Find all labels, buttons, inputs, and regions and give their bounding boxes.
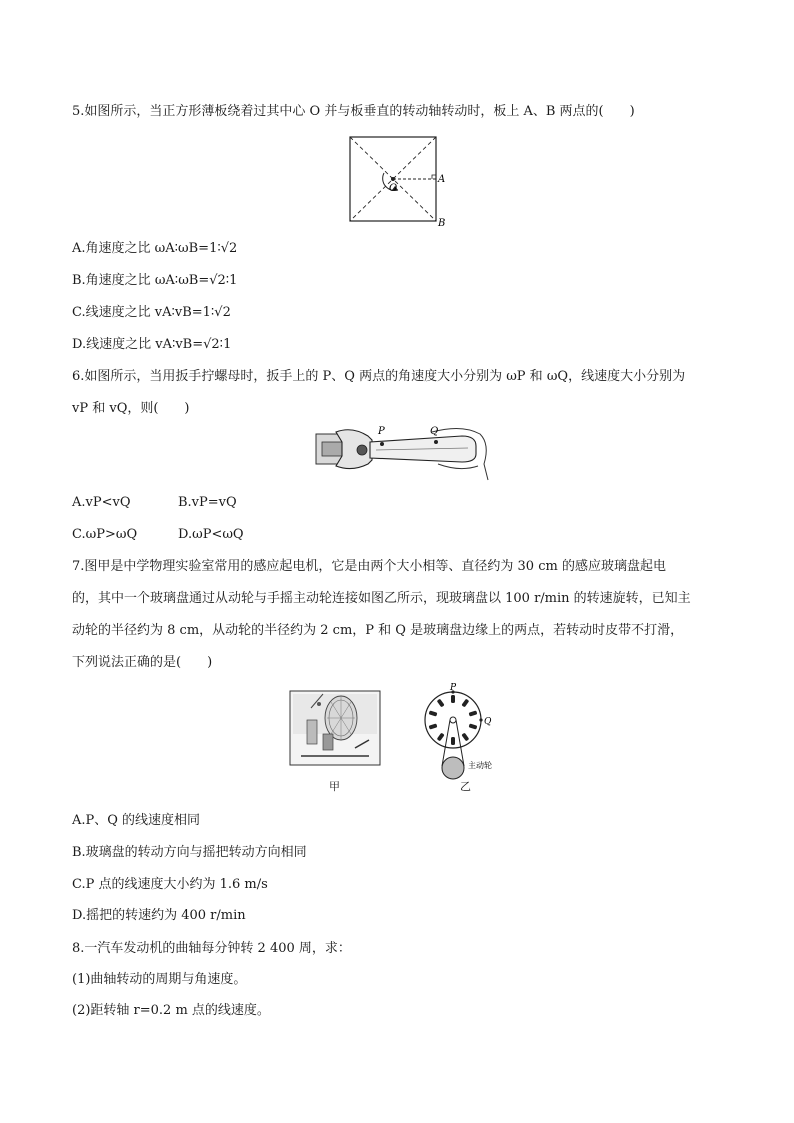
label-p: P	[378, 426, 385, 437]
q6-option-d: D.ωP<ωQ	[178, 527, 244, 542]
q7-stem-line1: 7.图甲是中学物理实验室常用的感应起电机，它是由两个大小相等、直径约为 30 cm 的感应玻璃盘起电	[72, 559, 666, 574]
q5-option-b: B.角速度之比 ωA∶ωB=√2∶1	[72, 273, 238, 288]
q6-stem-line1: 6.如图所示，当用扳手拧螺母时，扳手上的 P、Q 两点的角速度大小分别为 ωP 和 ωQ，线速度大小分别为	[72, 369, 686, 384]
disc-belt-diagram	[420, 680, 510, 784]
q7-option-b: B.玻璃盘的转动方向与摇把转动方向相同	[72, 845, 307, 860]
q8-part-2: (2)距转轴 r=0.2 m 点的线速度。	[72, 1003, 270, 1018]
q7-option-c: C.P 点的线速度大小约为 1.6 m/s	[72, 877, 268, 892]
q5-option-d: D.线速度之比 vA∶vB=√2∶1	[72, 337, 232, 352]
q6-option-b: B.vP=vQ	[178, 495, 237, 510]
label-b: B	[438, 218, 446, 228]
label-a: A	[438, 174, 446, 185]
label-q: Q	[484, 717, 492, 727]
q8-part-1: (1)曲轴转动的周期与角速度。	[72, 972, 247, 987]
q5-option-c: C.线速度之比 vA∶vB=1∶√2	[72, 305, 231, 320]
label-o: O	[389, 183, 398, 194]
q6-option-a: A.vP<vQ	[72, 495, 131, 510]
q6-stem-line2: vP 和 vQ，则( )	[72, 401, 190, 416]
q7-stem-line2: 的，其中一个玻璃盘通过从动轮与手摇主动轮连接如图乙所示，现玻璃盘以 100 r/min 的转速旋转，已知主	[72, 591, 691, 606]
label-driver-wheel: 主动轮	[468, 761, 492, 770]
electrostatic-machine-photo	[289, 690, 381, 766]
wrench-figure	[312, 420, 492, 482]
square-plate-figure	[340, 133, 450, 228]
q7-option-d: D.摇把的转速约为 400 r/min	[72, 908, 246, 923]
label-q: Q	[430, 426, 439, 437]
label-p: P	[450, 683, 457, 693]
q7-option-a: A.P、Q 的线速度相同	[72, 813, 201, 828]
q6-option-c: C.ωP>ωQ	[72, 527, 138, 542]
q7-stem-line3: 动轮的半径约为 8 cm，从动轮的半径约为 2 cm，P 和 Q 是玻璃盘边缘上的两点，若转动时皮带不打滑，	[72, 623, 684, 638]
q5-option-a: A.角速度之比 ωA∶ωB=1∶√2	[72, 241, 238, 256]
q8-stem: 8.一汽车发动机的曲轴每分钟转 2 400 周，求：	[72, 941, 351, 956]
q5-stem: 5.如图所示，当正方形薄板绕着过其中心 O 并与板垂直的转动轴转动时，板上 A、B 两点的( )	[72, 104, 635, 119]
q7-stem-line4: 下列说法正确的是( )	[72, 655, 213, 670]
caption-yi: 乙	[460, 780, 471, 793]
caption-jia: 甲	[329, 780, 340, 793]
